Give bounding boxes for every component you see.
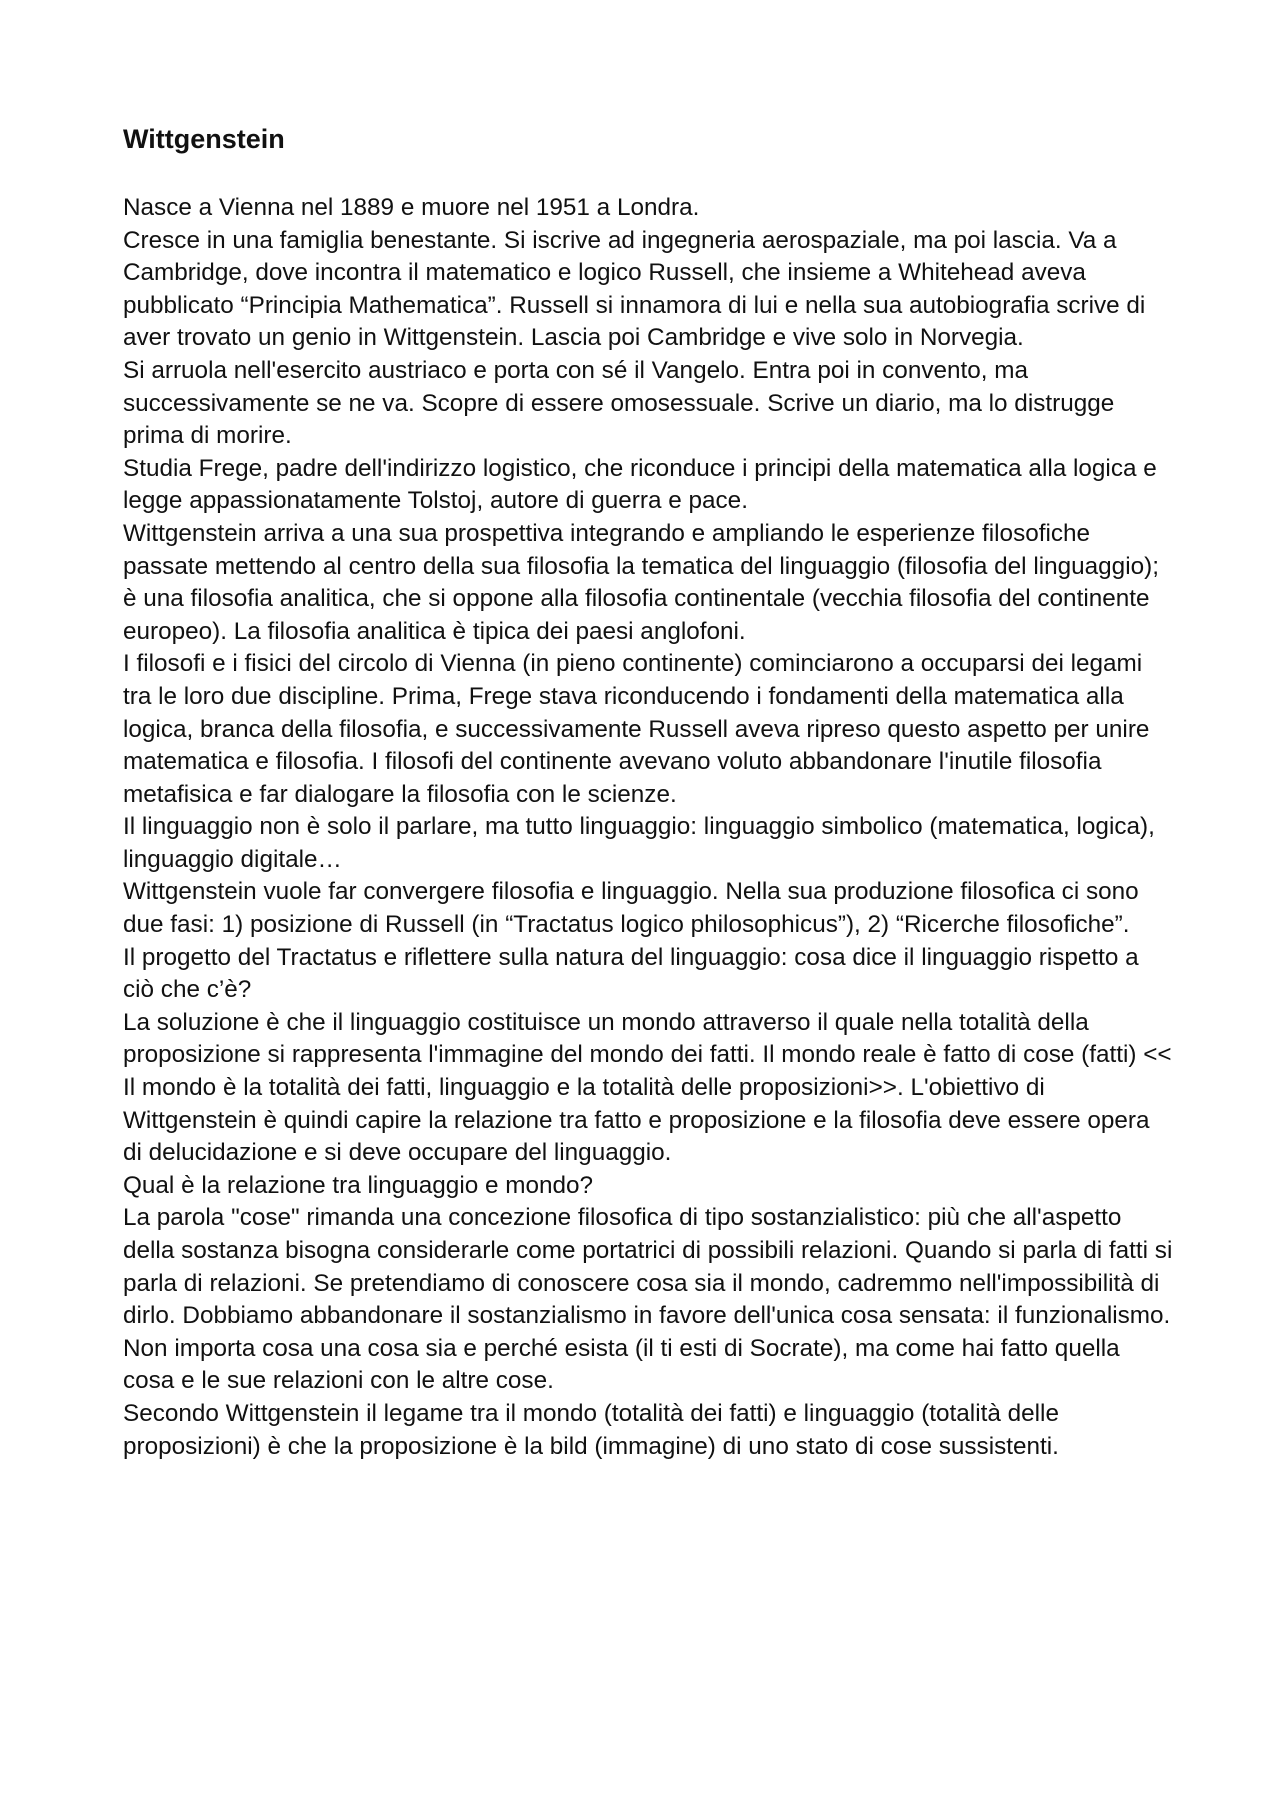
- paragraph: Qual è la relazione tra linguaggio e mondo?: [123, 1171, 594, 1199]
- document-body: [123, 192, 1173, 1463]
- paragraph: I filosofi e i fisici del circolo di Vienna (in pieno continente) cominciarono a occuparsi dei legami tra le loro due discipline. Prima, Frege stava riconducendo i fondamenti della matematica alla logica, branca della filosofia, e successivamente Russell aveva ripreso questo aspetto per unire matematica e filosofia. I filosofi del continente avevano voluto abbandonare l'inutile filosofia metafisica e far dialogare la filosofia con le scienze.: [123, 650, 1150, 808]
- paragraph: Wittgenstein arriva a una sua prospettiva integrando e ampliando le esperienze filosofiche passate mettendo al centro della sua filosofia la tematica del linguaggio (filosofia del linguaggio); è una filosofia analitica, che si oppone alla filosofia continentale (vecchia filosofia del continente europeo). La filosofia analitica è tipica dei paesi anglofoni.: [123, 519, 1159, 645]
- paragraph: Il progetto del Tractatus e riflettere sulla natura del linguaggio: cosa dice il linguaggio rispetto a ciò che c’è?: [123, 943, 1139, 1004]
- paragraph: La parola "cose" rimanda una concezione filosofica di tipo sostanzialistico: più che all'aspetto della sostanza bisogna considerarle come portatrici di possibili relazioni. Quando si parla di fatti si parla di relazioni. Se pretendiamo di conoscere cosa sia il mondo, cadremmo nell'impossibilità di dirlo. Dobbiamo abbandonare il sostanzialismo in favore dell'unica cosa sensata: il funzionalismo. Non importa cosa una cosa sia e perché esista (il ti esti di Socrate), ma come hai fatto quella cosa e le sue relazioni con le altre cose.: [123, 1204, 1173, 1395]
- document-page: [123, 122, 1173, 1463]
- paragraph: La soluzione è che il linguaggio costituisce un mondo attraverso il quale nella totalità della proposizione si rappresenta l'immagine del mondo dei fatti. Il mondo reale è fatto di cose (fatti) << Il mondo è la totalità dei fatti, linguaggio e la totalità delle proposizioni>>. L'obiettivo di Wittgenstein è quindi capire la relazione tra fatto e proposizione e la filosofia deve essere opera di delucidazione e si deve occupare del linguaggio.: [123, 1008, 1172, 1167]
- paragraph: Studia Frege, padre dell'indirizzo logistico, che riconduce i principi della matematica alla logica e legge appassionatamente Tolstoj, autore di guerra e pace.: [123, 454, 1157, 515]
- paragraph: Il linguaggio non è solo il parlare, ma tutto linguaggio: linguaggio simbolico (matematica, logica), linguaggio digitale…: [123, 813, 1155, 873]
- paragraph: Cresce in una famiglia benestante. Si iscrive ad ingegneria aerospaziale, ma poi lascia. Va a Cambridge, dove incontra il matematico e logico Russell, che insieme a Whitehead aveva pubblicato “Principia Mathematica”. Russell si innamora di lui e nella sua autobiografia scrive di aver trovato un genio in Wittgenstein. Lascia poi Cambridge e vive solo in Norvegia.: [123, 226, 1146, 352]
- paragraph: Wittgenstein vuole far convergere filosofia e linguaggio. Nella sua produzione filosofica ci sono due fasi: 1) posizione di Russell (in “Tractatus logico philosophicus”), 2) “Ricerche filosofiche”.: [123, 878, 1139, 939]
- paragraph: Nasce a Vienna nel 1889 e muore nel 1951 a Londra.: [123, 194, 700, 221]
- document-title: Wittgenstein: [123, 124, 285, 154]
- paragraph: Si arruola nell'esercito austriaco e porta con sé il Vangelo. Entra poi in convento, ma successivamente se ne va. Scopre di essere omosessuale. Scrive un diario, ma lo distrugge prima di morire.: [123, 356, 1115, 450]
- paragraph: Secondo Wittgenstein il legame tra il mondo (totalità dei fatti) e linguaggio (totalità delle proposizioni) è che la proposizione è la bild (immagine) di uno stato di cose sussistenti.: [123, 1399, 1059, 1460]
